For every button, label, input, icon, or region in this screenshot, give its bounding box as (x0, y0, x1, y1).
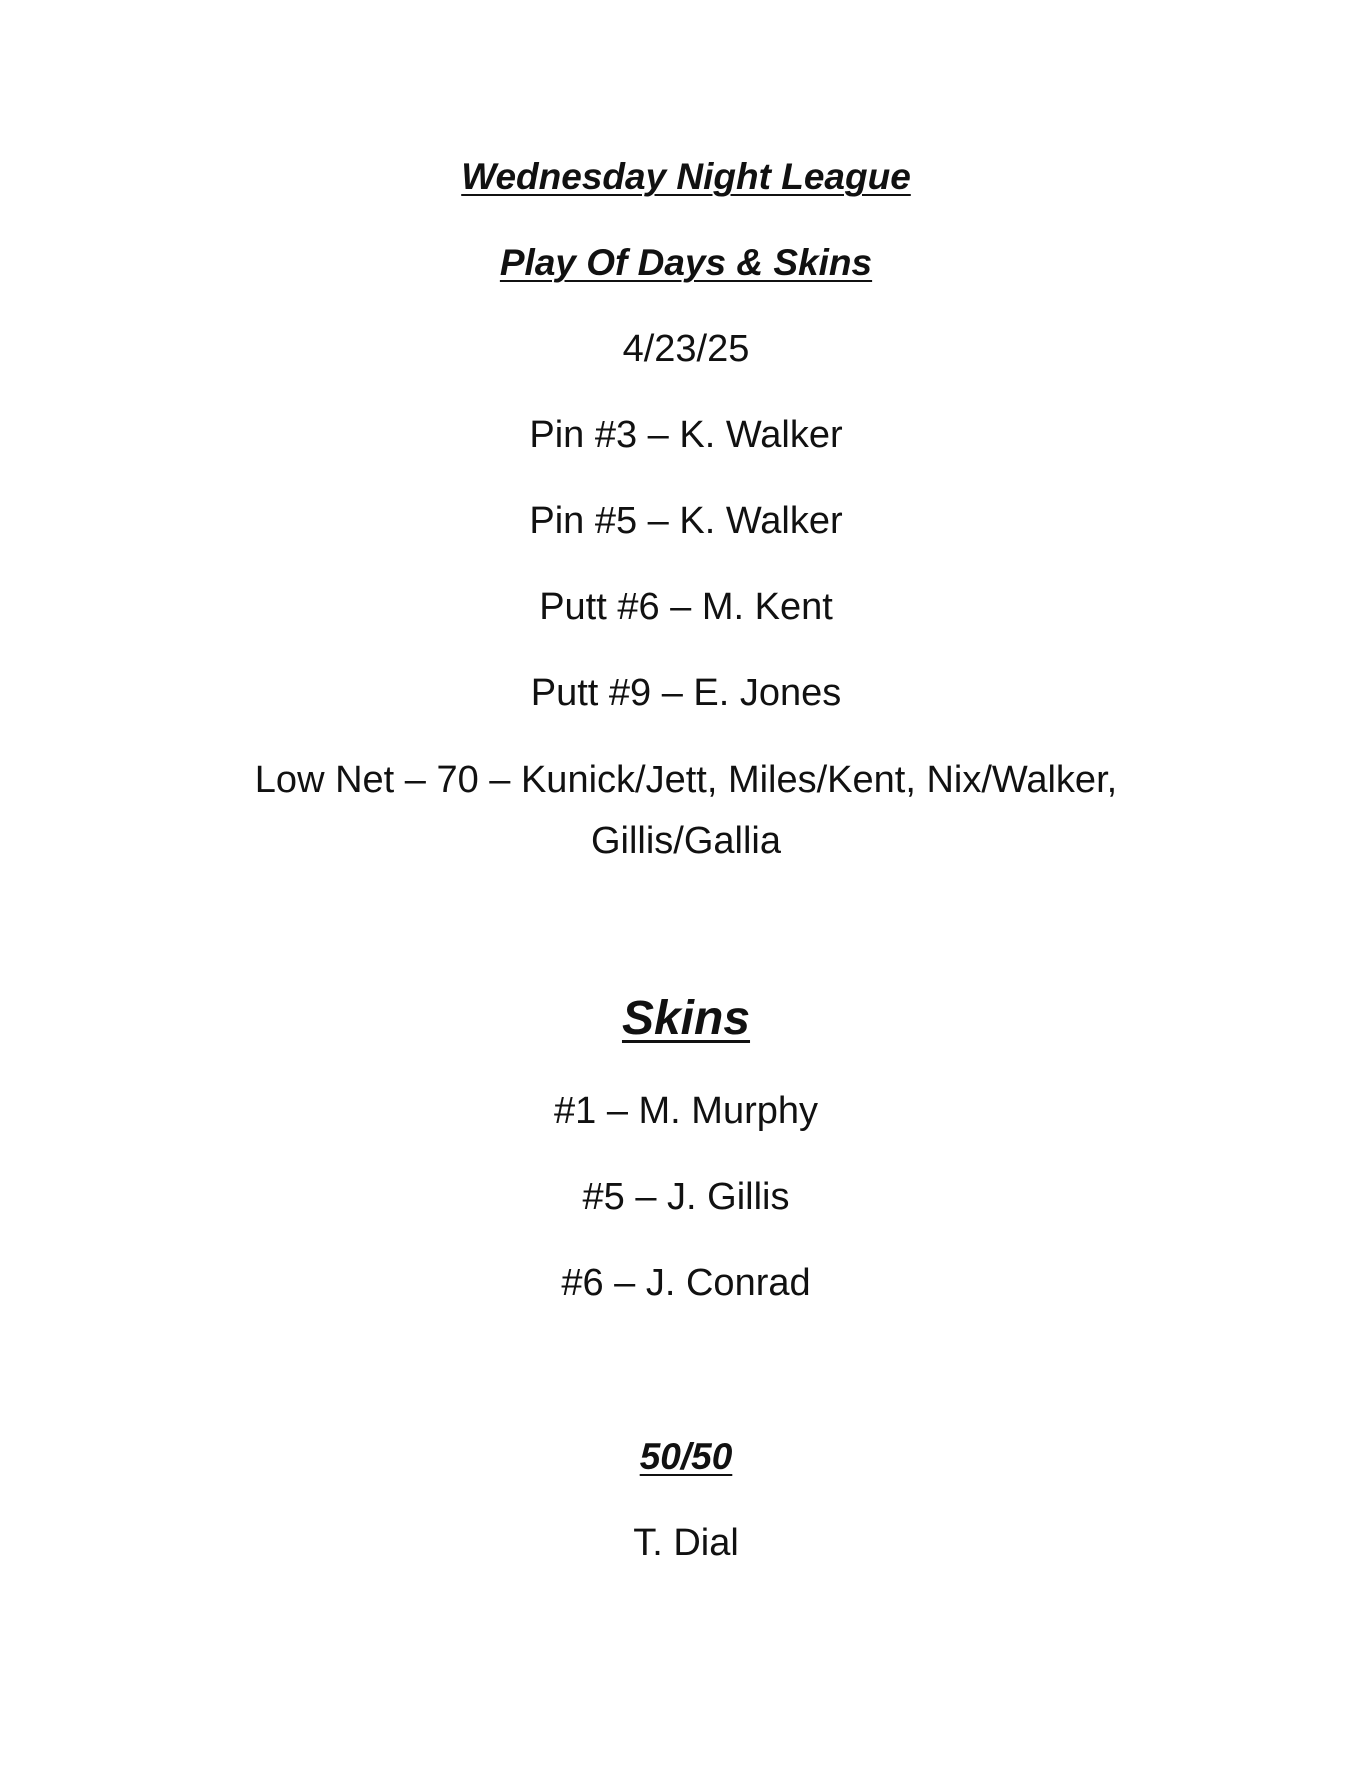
skins-item: #5 – J. Gillis (582, 1176, 790, 1218)
event-date: 4/23/25 (622, 328, 750, 370)
skins-item: #1 – M. Murphy (554, 1090, 818, 1132)
fifty-fifty-heading: 50/50 (639, 1436, 733, 1477)
low-net-result: Low Net – 70 – Kunick/Jett, Miles/Kent, Nix/Walker, (254, 759, 1118, 801)
play-of-day-item: Pin #5 – K. Walker (529, 500, 843, 542)
play-of-day-item: Pin #3 – K. Walker (529, 414, 843, 456)
play-of-day-item: Putt #6 – M. Kent (539, 586, 833, 628)
fifty-fifty-winner: T. Dial (633, 1522, 739, 1564)
low-net-result-continued: Gillis/Gallia (590, 820, 782, 862)
skins-item: #6 – J. Conrad (561, 1262, 811, 1304)
league-title: Wednesday Night League (461, 156, 911, 197)
section-subtitle: Play Of Days & Skins (499, 242, 873, 283)
play-of-day-item: Putt #9 – E. Jones (530, 672, 842, 714)
skins-heading: Skins (621, 992, 751, 1045)
